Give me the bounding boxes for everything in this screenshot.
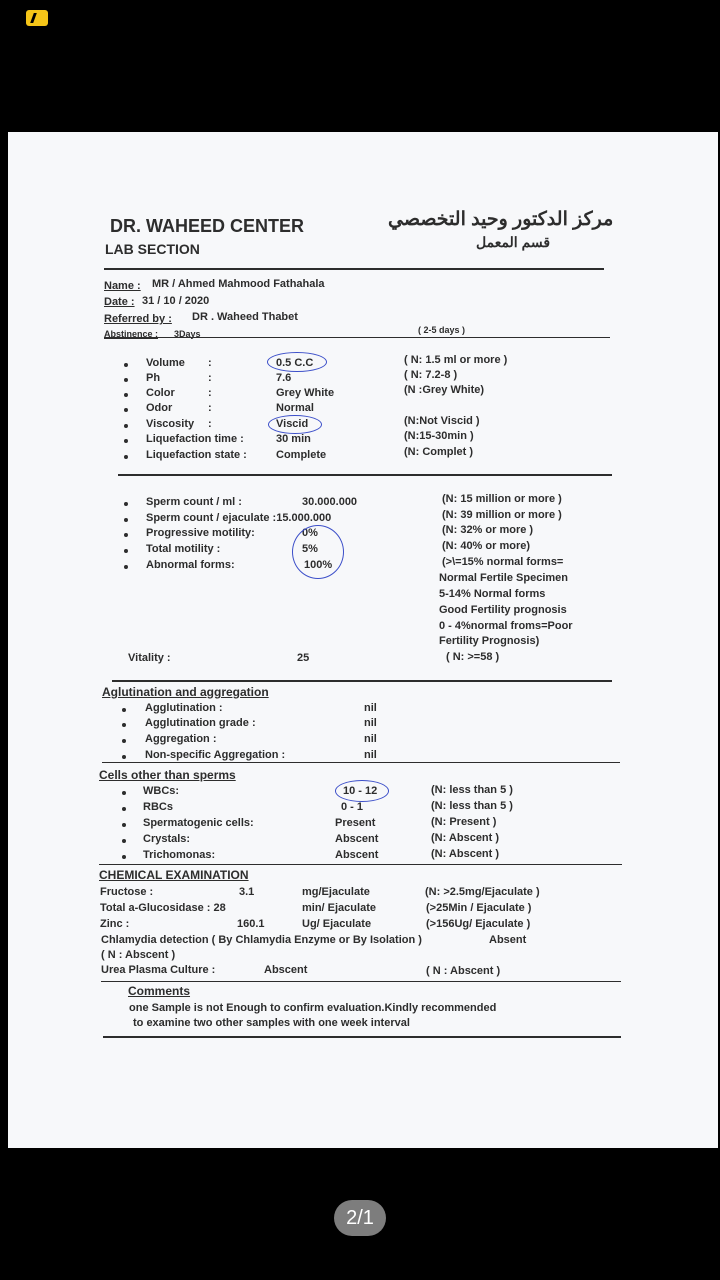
sperm-label: Sperm count / ejaculate :15.000.000 (146, 512, 332, 524)
sperm-label: Abnormal forms: (146, 559, 235, 571)
bullet-point (124, 408, 128, 412)
comments-line-1: one Sample is not Enough to confirm evaluation.Kindly recommended (129, 1002, 497, 1014)
cells-normal: (N: less than 5 ) (431, 800, 513, 812)
agglutination-label: Aggregation : (145, 733, 217, 745)
morphology-note: Fertility Prognosis) (439, 635, 540, 647)
physical-divider (118, 474, 612, 476)
chemical-unit: mg/Ejaculate (302, 886, 370, 898)
bullet-point (124, 393, 128, 397)
chemical-label: Total a-Glucosidase : 28 (100, 902, 226, 914)
physical-label: Ph (146, 372, 161, 384)
cells-label: Crystals: (143, 833, 191, 845)
agglutination-value: nil (364, 717, 377, 729)
agglutination-value: nil (364, 702, 377, 714)
agglutination-label: Agglutination : (145, 702, 223, 714)
physical-normal: ( N: 1.5 ml or more ) (404, 354, 508, 366)
physical-colon: : (208, 387, 212, 399)
physical-value: Viscid (276, 418, 309, 430)
agglutination-label: Non-specific Aggregation : (145, 749, 286, 761)
urea-label: Urea Plasma Culture : (101, 964, 216, 976)
sperm-normal: (>\=15% normal forms= (442, 556, 564, 568)
motility-highlight-circle (292, 525, 344, 579)
chemical-normal: (>156Ug/ Ejaculate ) (426, 918, 531, 930)
cells-label: Spermatogenic cells: (143, 817, 254, 829)
chemical-normal: (N: >2.5mg/Ejaculate ) (425, 886, 540, 898)
chemical-label: Fructose : (100, 886, 154, 898)
chemical-normal: (>25Min / Ejaculate ) (426, 902, 532, 914)
cells-divider (99, 864, 622, 865)
physical-label: Color (146, 387, 175, 399)
bullet-point (124, 518, 128, 522)
viscosity-highlight-circle (268, 415, 322, 434)
morphology-note: 0 - 4%normal froms=Poor (439, 620, 573, 632)
physical-value: Complete (276, 449, 327, 461)
sperm-value: 30.000.000 (302, 496, 358, 508)
cells-normal: (N: Abscent ) (431, 848, 500, 860)
vitality-value: 25 (297, 652, 310, 664)
cells-value: 0 - 1 (341, 801, 364, 813)
arabic-center-name: مركز الدكتور وحيد التخصصي (388, 209, 614, 230)
volume-highlight-circle (267, 352, 327, 372)
chemical-unit: Ug/ Ejaculate (302, 918, 372, 930)
chemical-divider (101, 981, 621, 982)
cells-value: Abscent (335, 849, 379, 861)
patient-name-label: Name : (104, 280, 141, 292)
physical-colon: : (208, 372, 212, 384)
bullet-point (122, 755, 126, 759)
physical-label: Volume (146, 357, 185, 369)
physical-colon: : (208, 418, 212, 430)
vitality-normal: ( N: >=58 ) (446, 651, 500, 663)
sperm-normal: (N: 40% or more) (442, 540, 531, 552)
urea-normal: ( N : Abscent ) (426, 965, 501, 977)
physical-label: Liquefaction time : (146, 433, 244, 445)
comments-line-2: to examine two other samples with one week interval (133, 1017, 410, 1029)
app-logo-icon (26, 10, 48, 26)
morphology-note: Normal Fertile Specimen (439, 572, 568, 584)
referred-by-label: Referred by : (104, 313, 172, 325)
bullet-point (124, 439, 128, 443)
abstinence-label: Abstinence : (104, 329, 159, 339)
wbc-highlight-circle (335, 780, 389, 802)
physical-label: Viscosity (146, 418, 195, 430)
bullet-point (124, 549, 128, 553)
bullet-point (124, 424, 128, 428)
bullet-point (122, 739, 126, 743)
cells-title: Cells other than sperms (99, 768, 236, 782)
physical-normal: (N: Complet ) (404, 446, 474, 458)
chemical-label: Zinc : (100, 918, 130, 930)
report-date-label: Date : (104, 296, 135, 308)
physical-label: Liquefaction state : (146, 449, 247, 461)
report-date-value: 31 / 10 / 2020 (142, 295, 210, 307)
physical-value: Grey White (276, 387, 335, 399)
bullet-point (122, 839, 126, 843)
chemical-title: CHEMICAL EXAMINATION (99, 868, 249, 882)
physical-value: 7.6 (276, 372, 292, 384)
sperm-value: 0% (302, 527, 318, 539)
bullet-point (122, 855, 126, 859)
abstinence-normal: ( 2-5 days ) (418, 325, 466, 335)
center-name: DR. WAHEED CENTER (110, 216, 305, 236)
sperm-value: 5% (302, 543, 318, 555)
agglutination-value: nil (364, 733, 377, 745)
agglutination-value: nil (364, 749, 377, 761)
bullet-point (122, 823, 126, 827)
referred-by-value: DR . Waheed Thabet (192, 311, 298, 323)
physical-normal: (N:Not Viscid ) (404, 415, 480, 427)
physical-normal: (N :Grey White) (404, 384, 485, 396)
cells-value: 10 - 12 (343, 785, 378, 797)
bullet-point (122, 807, 126, 811)
bullet-point (122, 791, 126, 795)
cells-value: Present (335, 817, 376, 829)
cells-normal: (N: Present ) (431, 816, 497, 828)
cells-value: Abscent (335, 833, 379, 845)
lab-report-document (8, 132, 718, 1148)
bullet-point (124, 565, 128, 569)
morphology-note: 5-14% Normal forms (439, 588, 546, 600)
chemical-value: 160.1 (237, 918, 265, 930)
cells-normal: (N: less than 5 ) (431, 784, 513, 796)
physical-normal: (N:15-30min ) (404, 430, 474, 442)
chemical-unit: min/ Ejaculate (302, 902, 376, 914)
cells-label: Trichomonas: (143, 849, 216, 861)
chlamydia-normal: ( N : Abscent ) (101, 949, 176, 961)
physical-normal: ( N: 7.2-8 ) (404, 369, 458, 381)
bullet-point (122, 723, 126, 727)
physical-value: 0.5 C.C (276, 357, 314, 369)
cells-label: WBCs: (143, 785, 180, 797)
sperm-normal: (N: 39 million or more ) (442, 509, 562, 521)
sperm-normal: (N: 15 million or more ) (442, 493, 562, 505)
cells-normal: (N: Abscent ) (431, 832, 500, 844)
physical-colon: : (208, 402, 212, 414)
chlamydia-text: Chlamydia detection ( By Chlamydia Enzyme or By Isolation ) (101, 934, 422, 946)
sperm-normal: (N: 32% or more ) (442, 524, 534, 536)
vitality-label: Vitality : (128, 652, 171, 664)
physical-value: Normal (276, 402, 314, 414)
sperm-divider (112, 680, 612, 682)
patient-divider (104, 337, 610, 338)
comments-divider (103, 1036, 621, 1038)
morphology-note: Good Fertility prognosis (439, 604, 567, 616)
sperm-value: 100% (304, 559, 333, 571)
cells-label: RBCs (143, 801, 173, 813)
agglutination-divider (102, 762, 620, 763)
bullet-point (124, 502, 128, 506)
physical-label: Odor (146, 402, 173, 414)
header-divider (104, 268, 604, 270)
patient-name-value: MR / Ahmed Mahmood Fathahala (152, 278, 325, 290)
chlamydia-value: Absent (489, 934, 527, 946)
bullet-point (124, 533, 128, 537)
bullet-point (124, 455, 128, 459)
arabic-lab-section: قسم المعمل (476, 234, 551, 250)
lab-section-title: LAB SECTION (105, 241, 200, 257)
physical-value: 30 min (276, 433, 311, 445)
abstinence-value: 3Days (174, 329, 201, 339)
sperm-label: Total motility : (146, 543, 221, 555)
bullet-point (124, 363, 128, 367)
agglutination-title: Aglutination and aggregation (102, 685, 269, 699)
agglutination-label: Agglutination grade : (145, 717, 256, 729)
urea-value: Abscent (264, 964, 308, 976)
page-indicator[interactable]: 2/1 (334, 1200, 386, 1236)
physical-colon: : (208, 357, 212, 369)
sperm-label: Progressive motility: (146, 527, 255, 539)
comments-title: Comments (128, 984, 191, 998)
sperm-label: Sperm count / ml : (146, 496, 242, 508)
chemical-value: 3.1 (239, 886, 255, 898)
bullet-point (124, 378, 128, 382)
bullet-point (122, 708, 126, 712)
